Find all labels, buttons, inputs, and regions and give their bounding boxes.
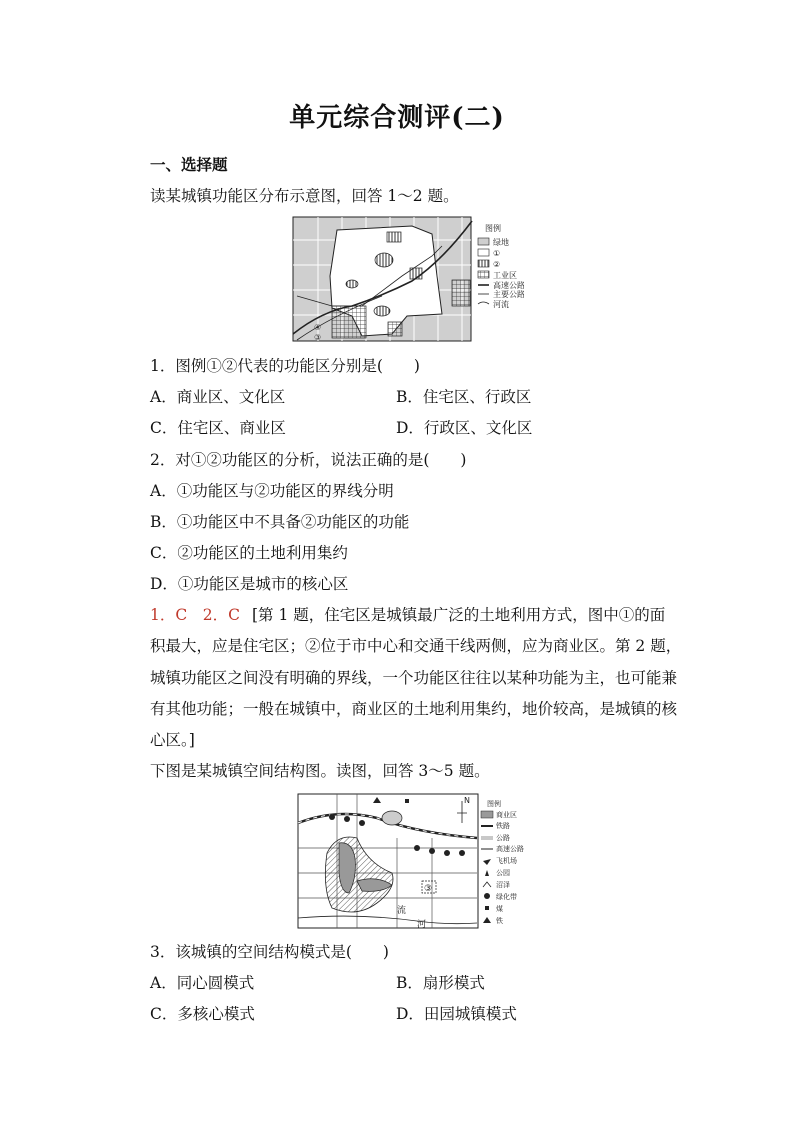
map1-legend-industrial: 工业区 bbox=[493, 271, 517, 280]
question-2-option-d: D．①功能区是城市的核心区 bbox=[150, 575, 349, 593]
answer-line-5: 心区。] bbox=[150, 731, 195, 749]
question-1-option-b: B．住宅区、行政区 bbox=[396, 388, 532, 406]
map1-legend-highway: 高速公路 bbox=[493, 281, 524, 290]
question-3-option-b: B．扇形模式 bbox=[396, 974, 485, 992]
map2-legend-iron: 铁 bbox=[496, 917, 503, 925]
map1-label-3: ③ bbox=[314, 333, 322, 342]
map1-legend-1: ① bbox=[493, 249, 501, 258]
question-2-option-b: B．①功能区中不具备②功能区的功能 bbox=[150, 513, 410, 531]
map1-legend-green: 绿地 bbox=[493, 238, 509, 247]
map1-label-4: ④ bbox=[314, 323, 322, 332]
city-functional-zone-map bbox=[292, 216, 524, 347]
answer-line-1 bbox=[150, 605, 665, 625]
city-spatial-structure-map bbox=[297, 793, 537, 934]
map2-label-river-1: 流 bbox=[397, 906, 407, 916]
map2-legend-greenbelt: 绿化带 bbox=[496, 893, 517, 901]
map2-legend-railway: 铁路 bbox=[496, 822, 510, 830]
question-3-option-d: D．田园城镇模式 bbox=[396, 1005, 517, 1023]
map2-label-3: ③ bbox=[424, 884, 433, 894]
map1-legend-2: ② bbox=[493, 260, 501, 269]
question-2-stem: 2．对①②功能区的分析，说法正确的是( ) bbox=[150, 451, 467, 469]
section-heading: 一、选择题 bbox=[150, 155, 228, 174]
map2-legend-park: 公园 bbox=[496, 869, 510, 877]
question-2-option-a: A．①功能区与②功能区的界线分明 bbox=[150, 482, 394, 500]
map2-label-river-2: 河 bbox=[417, 920, 427, 930]
map2-north-label: N bbox=[464, 796, 470, 805]
question-3-stem: 3．该城镇的空间结构模式是( ) bbox=[150, 943, 389, 961]
question-1-option-a: A．商业区、文化区 bbox=[150, 388, 286, 406]
map2-legend-coal: 煤 bbox=[496, 905, 503, 913]
answer-line-4: 有其他功能；一般在城镇中，商业区的土地利用集约，地价较高，是城镇的核 bbox=[150, 700, 678, 718]
page-title: 单元综合测评(二) bbox=[289, 103, 505, 133]
map1-legend-title: 图例 bbox=[485, 224, 501, 233]
answer-text-1: [第 1 题，住宅区是城镇最广泛的土地利用方式，图中①的面 bbox=[252, 606, 666, 624]
map2-legend-commercial: 商业区 bbox=[496, 811, 517, 819]
answer-key: 1．C 2．C bbox=[150, 606, 240, 624]
question-1-option-d: D．行政区、文化区 bbox=[396, 419, 533, 437]
map2-legend-road: 公路 bbox=[496, 834, 510, 842]
map2-legend-airport: 飞机场 bbox=[496, 857, 517, 865]
question-1-stem: 1．图例①②代表的功能区分别是( ) bbox=[150, 357, 420, 375]
question-3-option-a: A．同心圆模式 bbox=[150, 974, 255, 992]
question-3-option-c: C．多核心模式 bbox=[150, 1005, 255, 1023]
answer-line-3: 城镇功能区之间没有明确的界线，一个功能区往往以某种功能为主，也可能兼 bbox=[150, 669, 678, 687]
intro-question-3-5: 下图是某城镇空间结构图。读图，回答 3～5 题。 bbox=[150, 762, 490, 780]
question-2-option-c: C．②功能区的土地利用集约 bbox=[150, 544, 348, 562]
question-1-option-c: C．住宅区、商业区 bbox=[150, 419, 286, 437]
intro-question-1-2: 读某城镇功能区分布示意图，回答 1～2 题。 bbox=[150, 187, 459, 205]
map2-legend-highway: 高速公路 bbox=[496, 845, 524, 853]
answer-line-2: 积最大，应是住宅区；②位于市中心和交通干线两侧，应为商业区。第 2 题， bbox=[150, 637, 682, 655]
map1-legend-river: 河流 bbox=[493, 300, 509, 309]
map2-legend-title: 图例 bbox=[487, 800, 501, 808]
map2-legend-swamp: 沼泽 bbox=[496, 881, 510, 889]
map1-legend-road: 主要公路 bbox=[493, 290, 524, 299]
